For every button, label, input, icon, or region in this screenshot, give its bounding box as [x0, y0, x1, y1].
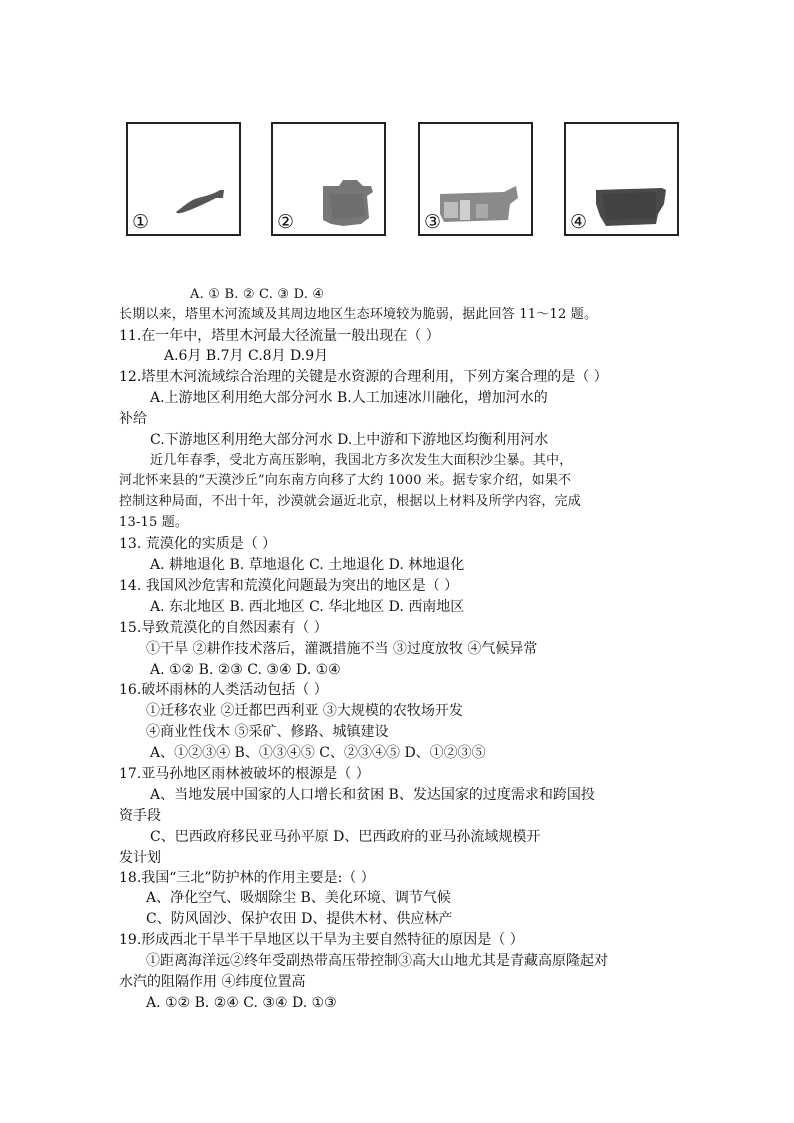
- question-19: 19.形成西北干旱半干旱地区以干旱为主要自然特征的原因是（ ）: [119, 932, 524, 948]
- question-19-options: A. ①② B. ②④ C. ③④ D. ①③: [146, 995, 337, 1011]
- question-12-option-a-b: A.上游地区利用绝大部分河水 B.人工加速冰川融化，增加河水的: [150, 390, 548, 406]
- figure-4: [564, 122, 679, 236]
- question-17-option-b-cont: 资手段: [119, 808, 161, 824]
- passage-desert-2: 河北怀来县的“天漠沙丘”向东南方向移了大约 1000 米。据专家介绍，如果不: [119, 473, 572, 488]
- question-12: 12.塔里木河流域综合治理的关键是水资源的合理利用，下列方案合理的是（ ）: [119, 369, 608, 385]
- question-13: 13. 荒漠化的实质是（ ）: [119, 536, 277, 552]
- question-11-options: A.6月 B.7月 C.8月 D.9月: [164, 348, 329, 364]
- map-figures: [126, 122, 670, 238]
- question-18: 18.我国“三北”防护林的作用主要是:（ ）: [119, 870, 375, 886]
- figure-3-label: ③: [424, 211, 442, 233]
- passage-desert-3: 控制这种局面，不出十年，沙漠就会逼近北京，根据以上材料及所学内容，完成: [119, 494, 582, 509]
- figure-1-label: ①: [132, 211, 150, 233]
- question-17: 17.亚马孙地区雨林被破坏的根源是（ ）: [119, 766, 370, 782]
- question-17-option-a-b: A、当地发展中国家的人口增长和贫困 B、发达国家的过度需求和跨国投: [150, 787, 595, 803]
- question-19-items-2: 水汽的阻隔作用 ④纬度位置高: [119, 974, 306, 990]
- question-16-items-1: ①迁移农业 ②迁都巴西利亚 ③大规模的农牧场开发: [146, 703, 463, 719]
- question-12-option-c-d: C.下游地区利用绝大部分河水 D.上中游和下游地区均衡利用河水: [150, 432, 549, 448]
- passage-desert-4: 13-15 题。: [119, 515, 189, 530]
- question-17-option-d-cont: 发计划: [119, 850, 161, 866]
- question-16-options: A、①②③④ B、①③④⑤ C、②③④⑤ D、①②③⑤: [150, 745, 486, 761]
- figure-4-label: ④: [570, 211, 588, 233]
- figure-3: [418, 122, 533, 236]
- question-18-option-c-d: C、防风固沙、保护农田 D、提供木材、供应林产: [146, 911, 453, 927]
- question-17-option-c-d: C、巴西政府移民亚马孙平原 D、巴西政府的亚马孙流域规模开: [150, 829, 541, 845]
- question-16: 16.破坏雨林的人类活动包括（ ）: [119, 682, 328, 698]
- figure-2-label: ②: [277, 211, 295, 233]
- question-18-option-a-b: A、净化空气、吸烟除尘 B、美化环境、调节气候: [146, 890, 451, 906]
- question-12-option-b-cont: 补给: [119, 411, 147, 427]
- question-15-items: ①干旱 ②耕作技术落后，灌溉措施不当 ③过度放牧 ④气候异常: [146, 641, 538, 657]
- question-13-options: A. 耕地退化 B. 草地退化 C. 土地退化 D. 林地退化: [150, 557, 465, 573]
- question-14-options: A. 东北地区 B. 西北地区 C. 华北地区 D. 西南地区: [150, 599, 465, 615]
- question-16-items-2: ④商业性伐木 ⑤采矿、修路、城镇建设: [146, 724, 389, 740]
- figure-1: [126, 122, 241, 236]
- passage-tarim: 长期以来，塔里木河流域及其周边地区生态环境较为脆弱，据此回答 11～12 题。: [119, 307, 598, 322]
- question-14: 14. 我国风沙危害和荒漠化问题最为突出的地区是（ ）: [119, 578, 459, 594]
- figure-2: [271, 122, 386, 236]
- question-11: 11.在一年中，塔里木河最大径流量一般出现在（ ）: [119, 328, 440, 344]
- figure-options: A. ① B. ② C. ③ D. ④: [190, 287, 325, 302]
- passage-desert-1: 近几年春季，受北方高压影响，我国北方多次发生大面积沙尘暴。其中，: [150, 453, 573, 468]
- question-15: 15.导致荒漠化的自然因素有（ ）: [119, 620, 328, 636]
- question-15-options: A. ①② B. ②③ C. ③④ D. ①④: [150, 662, 341, 678]
- question-19-items-1: ①距离海洋远②终年受副热带高压带控制③高大山地尤其是青藏高原隆起对: [146, 953, 608, 969]
